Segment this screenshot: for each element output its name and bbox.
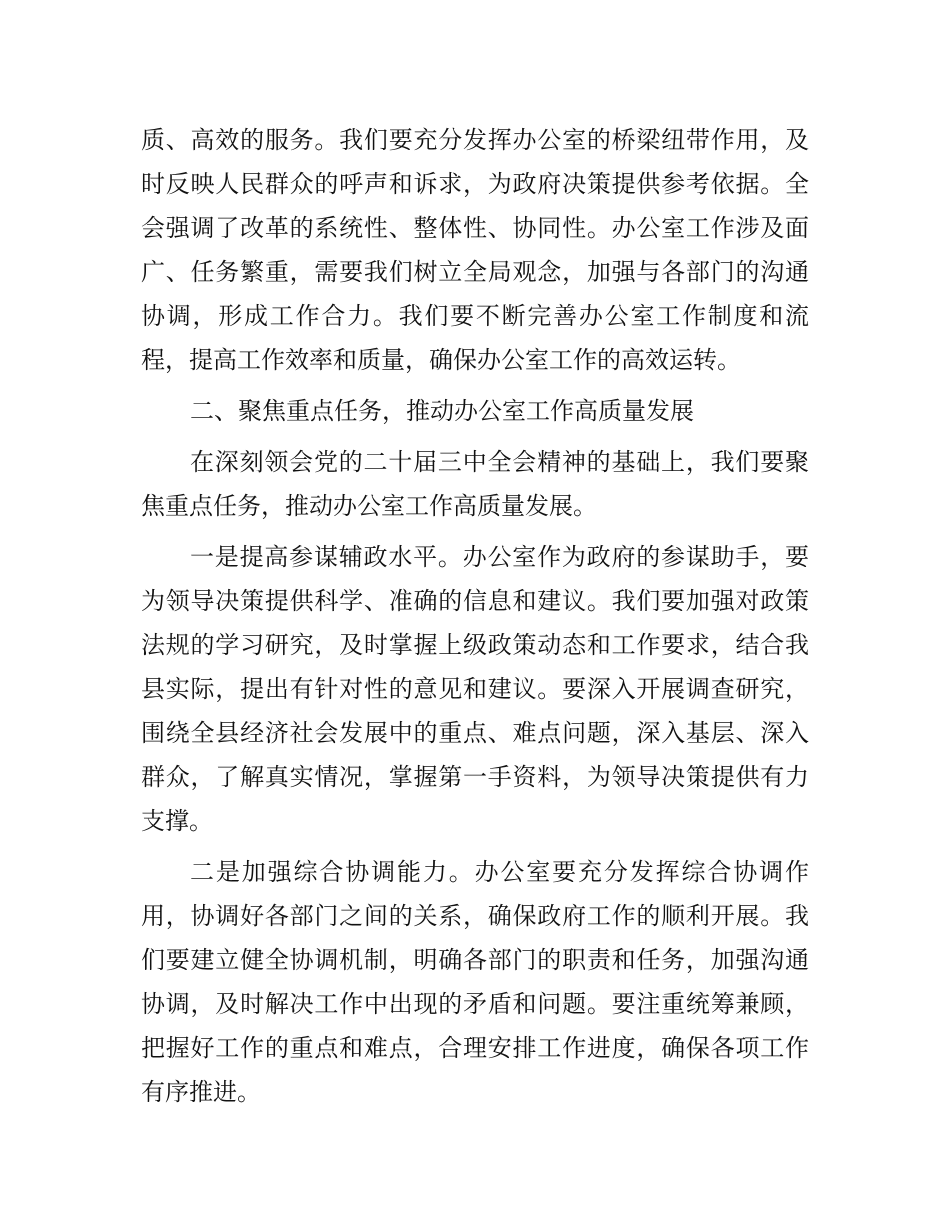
body-text-line: 程，提高工作效率和质量，确保办公室工作的高效运转。 xyxy=(141,346,741,374)
body-text-line: 为领导决策提供科学、准确的信息和建议。我们要加强对政策 xyxy=(141,587,809,615)
body-text-line: 群众，了解真实情况，掌握第一手资料，为领导决策提供有力 xyxy=(141,763,809,791)
body-text-line: 们要建立健全协调机制，明确各部门的职责和任务，加强沟通 xyxy=(141,946,809,974)
section-heading: 二、聚焦重点任务，推动办公室工作高质量发展 xyxy=(190,397,694,425)
body-text-line: 围绕全县经济社会发展中的重点、难点问题，深入基层、深入 xyxy=(141,719,809,747)
body-text-line: 在深刻领会党的二十届三中全会精神的基础上，我们要聚 xyxy=(190,448,809,476)
body-text-line: 广、任务繁重，需要我们树立全局观念，加强与各部门的沟通 xyxy=(141,258,809,286)
body-text-line: 法规的学习研究，及时掌握上级政策动态和工作要求，结合我 xyxy=(141,631,809,659)
body-text-line: 协调，及时解决工作中出现的矛盾和问题。要注重统筹兼顾， xyxy=(141,990,809,1018)
body-text-line: 县实际，提出有针对性的意见和建议。要深入开展调查研究， xyxy=(141,675,809,703)
body-text-line: 焦重点任务，推动办公室工作高质量发展。 xyxy=(141,492,597,520)
body-text-line: 时反映人民群众的呼声和诉求，为政府决策提供参考依据。全 xyxy=(141,170,809,198)
body-text-line: 二是加强综合协调能力。办公室要充分发挥综合协调作 xyxy=(190,858,809,886)
body-text-line: 用，协调好各部门之间的关系，确保政府工作的顺利开展。我 xyxy=(141,902,809,930)
body-text-line: 一是提高参谋辅政水平。办公室作为政府的参谋助手，要 xyxy=(190,543,809,571)
body-text-line: 协调，形成工作合力。我们要不断完善办公室工作制度和流 xyxy=(141,302,809,330)
body-text-line: 质、高效的服务。我们要充分发挥办公室的桥梁纽带作用，及 xyxy=(141,126,809,154)
body-text-line: 有序推进。 xyxy=(141,1078,261,1106)
body-text-line: 把握好工作的重点和难点，合理安排工作进度，确保各项工作 xyxy=(141,1034,809,1062)
body-text-line: 支撑。 xyxy=(141,807,213,835)
body-text-line: 会强调了改革的系统性、整体性、协同性。办公室工作涉及面 xyxy=(141,214,809,242)
